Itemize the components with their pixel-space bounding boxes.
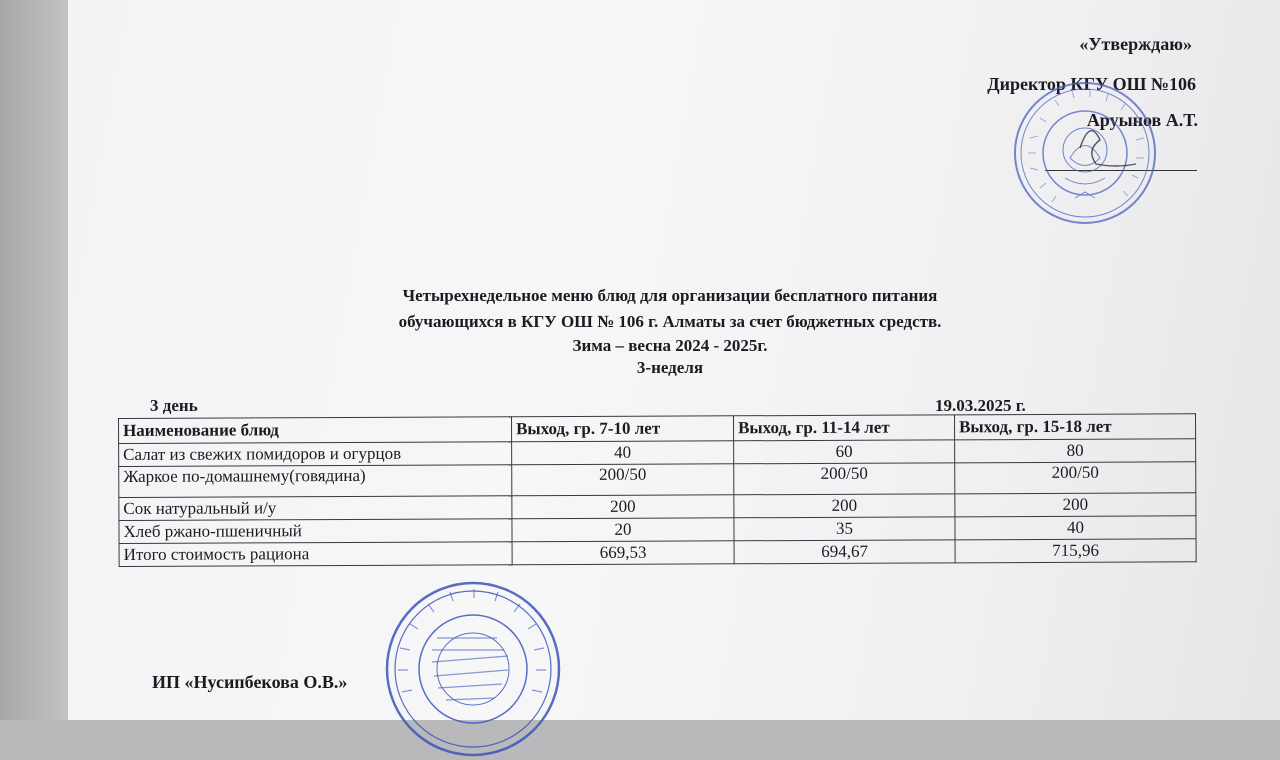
portion-11-14: 60: [734, 440, 955, 464]
portion-15-18: 80: [955, 439, 1196, 463]
portion-7-10: 200: [512, 495, 734, 519]
portion-15-18: 200/50: [955, 462, 1196, 494]
portion-11-14: 200/50: [734, 463, 955, 495]
ip-seal-stamp: [382, 578, 564, 760]
total-label: Итого стоимость рациона: [119, 542, 512, 567]
dish-name: Сок натуральный и/у: [119, 496, 512, 521]
portion-7-10: 20: [512, 518, 734, 542]
menu-table: [118, 413, 1197, 567]
table-total-row: [119, 539, 1196, 567]
table-row: [119, 462, 1196, 498]
dish-name: Салат из свежих помидоров и огурцов: [119, 442, 512, 467]
title-line-3: Зима – весна 2024 - 2025г.: [572, 336, 768, 355]
column-header-15-18: Выход, гр. 15-18 лет: [954, 414, 1195, 440]
portion-15-18: 200: [955, 493, 1196, 517]
column-header-dish: Наименование блюд: [119, 417, 512, 444]
approval-label: «Утверждаю»: [1079, 34, 1192, 54]
director-name: Аруынов А.Т.: [1086, 110, 1198, 130]
total-11-14: 694,67: [734, 540, 955, 564]
total-15-18: 715,96: [955, 539, 1196, 563]
background-edge: [0, 0, 68, 720]
dish-name: Жаркое по-домашнему(говядина): [119, 465, 512, 498]
day-label: 3 день: [150, 396, 198, 415]
portion-11-14: 35: [734, 517, 955, 541]
portion-11-14: 200: [734, 494, 955, 518]
dish-name: Хлеб ржано-пшеничный: [119, 519, 512, 544]
total-7-10: 669,53: [512, 541, 734, 565]
portion-15-18: 40: [955, 516, 1196, 540]
title-line-1: Четырехнедельное меню блюд для организации бесплатного питания: [402, 286, 938, 305]
school-seal-stamp: [1010, 78, 1160, 228]
director-title: Директор КГУ ОШ №106: [987, 74, 1196, 94]
ip-signature-label: ИП «Нусипбекова О.В.»: [152, 672, 348, 692]
portion-7-10: 40: [512, 441, 734, 465]
title-line-4: 3-неделя: [636, 358, 704, 377]
menu-date: 19.03.2025 г.: [935, 396, 1026, 415]
column-header-11-14: Выход, гр. 11-14 лет: [733, 415, 954, 441]
title-line-2: обучающихся в КГУ ОШ № 106 г. Алматы за счет бюджетных средств.: [398, 312, 942, 331]
column-header-7-10: Выход, гр. 7-10 лет: [511, 416, 733, 442]
portion-7-10: 200/50: [512, 464, 734, 496]
